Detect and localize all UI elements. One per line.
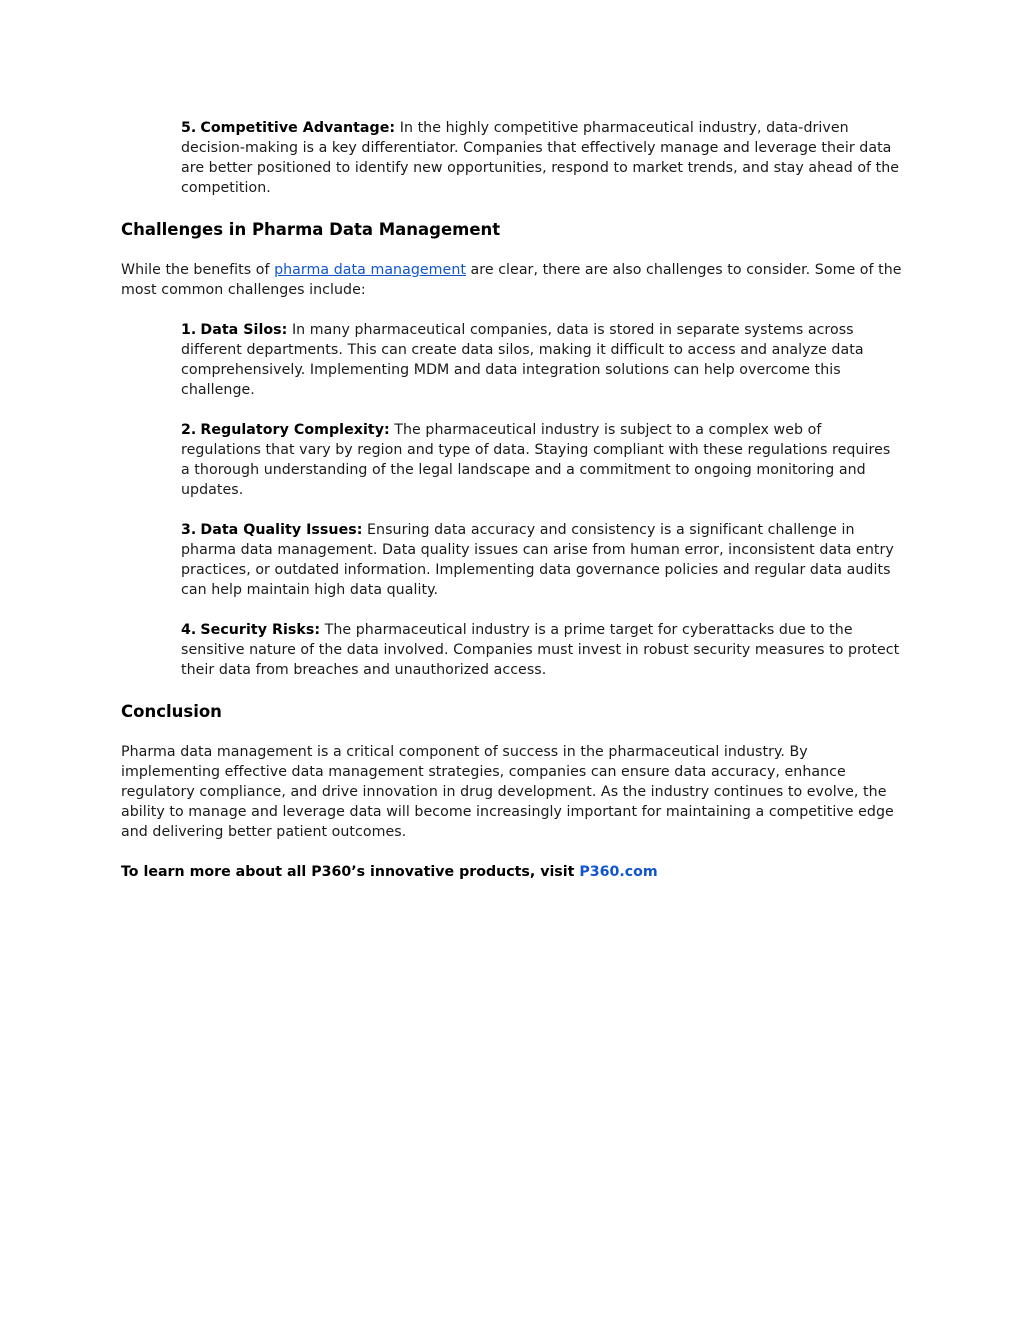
challenges-heading: Challenges in Pharma Data Management	[121, 220, 501, 239]
list-item-term: Competitive Advantage:	[200, 120, 396, 136]
list-item-text: Ensuring data accuracy and consistency is a significant challenge in pharma data management. Data quality issues can arise from human error, inconsistent data entry practices, or outdated information. Implementing data governance policies and regular data audits can help maintain high data quality.	[181, 522, 894, 598]
list-item-security-risks	[181, 620, 903, 680]
list-item-term: Security Risks:	[200, 622, 321, 638]
list-item-regulatory-complexity	[181, 420, 903, 500]
list-item-data-silos	[181, 320, 903, 400]
challenges-intro-before: While the benefits of	[121, 262, 275, 278]
list-item-term: Regulatory Complexity:	[200, 422, 390, 438]
list-item-number: 4.	[181, 622, 197, 638]
document-page	[121, 118, 911, 882]
conclusion-paragraph: Pharma data management is a critical component of success in the pharmaceutical industry. By implementing effective data management strategies, companies can ensure data accuracy, enhance regulatory compliance, and drive innovation in drug development. As the industry continues to evolve, the ability to manage and leverage data will become increasingly important for maintaining a competitive edge and delivering better patient outcomes.	[121, 744, 894, 840]
list-item-competitive-advantage	[181, 118, 903, 198]
list-item-text: In the highly competitive pharmaceutical industry, data-driven decision-making is a key differentiator. Companies that effectively manage and leverage their data are better positioned to identify new opportunities, respond to market trends, and stay ahead of the competition.	[181, 120, 900, 196]
list-item-data-quality-issues	[181, 520, 903, 600]
list-item-number: 2.	[181, 422, 197, 438]
list-item-term: Data Silos:	[200, 322, 288, 338]
list-item-number: 3.	[181, 522, 197, 538]
list-item-term: Data Quality Issues:	[200, 522, 363, 538]
list-item-text: The pharmaceutical industry is a prime target for cyberattacks due to the sensitive nature of the data involved. Companies must invest in robust security measures to protect their data from breaches and unauthorized access.	[181, 622, 900, 678]
list-item-number: 5.	[181, 120, 197, 136]
p360-link[interactable]: P360.com	[579, 864, 658, 880]
closing-text: To learn more about all P360’s innovative products, visit	[121, 864, 580, 880]
list-item-text: In many pharmaceutical companies, data is stored in separate systems across different departments. This can create data silos, making it difficult to access and analyze data comprehensively. Implementing MDM and data integration solutions can help overcome this challenge.	[181, 322, 864, 398]
list-item-number: 1.	[181, 322, 197, 338]
conclusion-heading: Conclusion	[121, 702, 222, 721]
list-item-text: The pharmaceutical industry is subject to a complex web of regulations that vary by region and type of data. Staying compliant with these regulations requires a thorough understanding of the legal landscape and a commitment to ongoing monitoring and updates.	[181, 422, 891, 498]
pharma-data-management-link[interactable]: pharma data management	[274, 262, 466, 278]
closing-line	[121, 862, 911, 882]
challenges-intro-after: are clear, there are also challenges to consider. Some of the most common challenges include:	[121, 262, 902, 298]
challenges-intro	[121, 260, 911, 300]
